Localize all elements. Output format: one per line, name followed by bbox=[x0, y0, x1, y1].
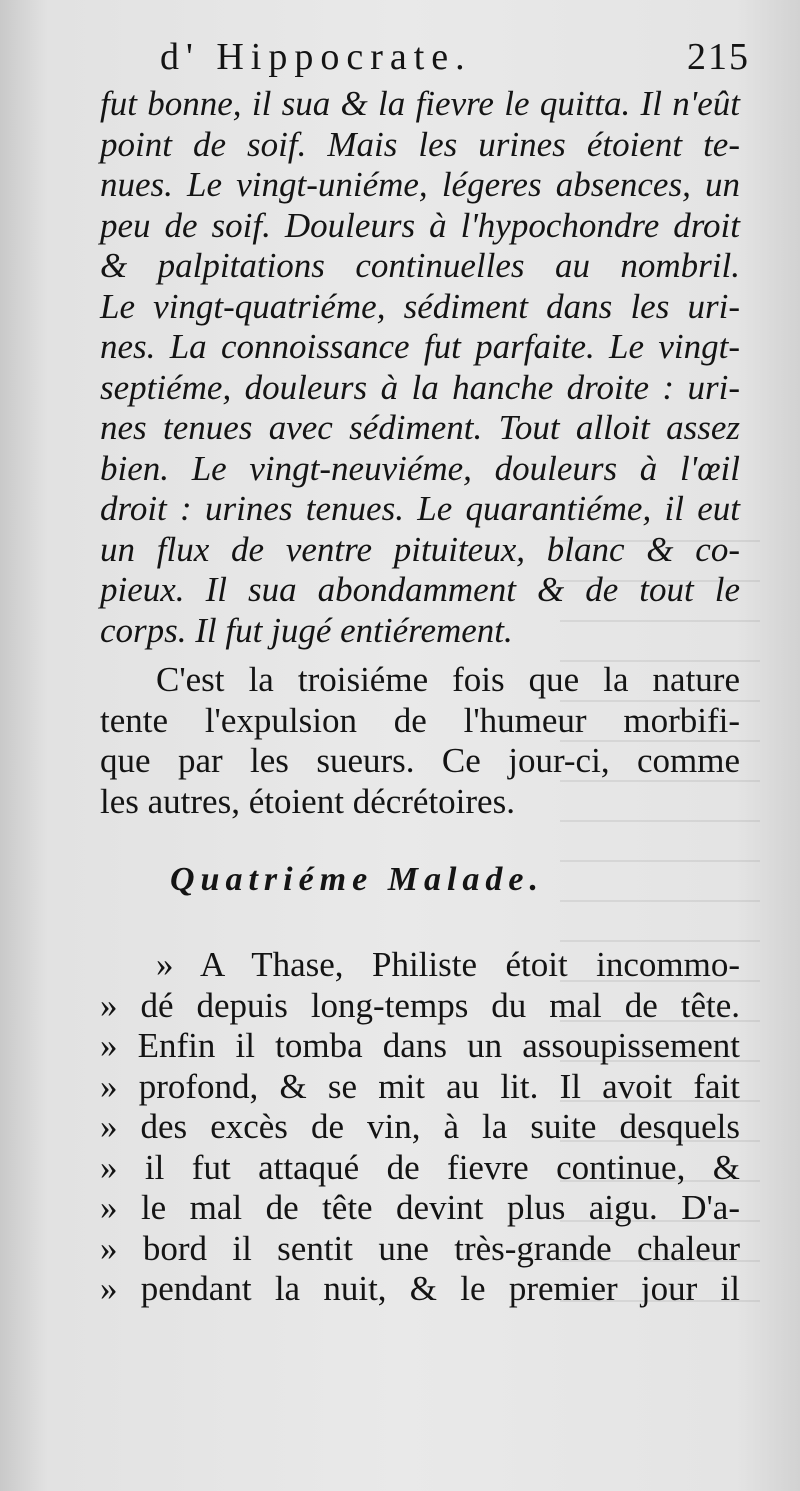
text-line: tente l'expulsion de l'humeur morbifi- bbox=[100, 700, 740, 740]
section-heading: Quatriéme Malade. bbox=[170, 861, 544, 898]
text-line: » A Thase, Philiste étoit incommo- bbox=[156, 945, 740, 984]
running-head-title: d' Hippocrate. bbox=[160, 36, 472, 78]
text-line: nes tenues avec sédiment. Tout alloit assez bbox=[100, 408, 740, 447]
text-line: » dé depuis long-temps du mal de tête. bbox=[100, 985, 740, 1025]
text-line: nes. La connoissance fut parfaite. Le vingt- bbox=[100, 327, 740, 366]
text-line: » pendant la nuit, & le premier jour il bbox=[100, 1269, 740, 1308]
text-line: » profond, & se mit au lit. Il avoit fait bbox=[100, 1066, 740, 1106]
case-text bbox=[100, 84, 740, 651]
text-line: nues. Le vingt-uniéme, légeres absences, un bbox=[100, 165, 740, 204]
text-line: les autres, étoient décrétoires. bbox=[100, 781, 515, 821]
text-line: » des excès de vin, à la suite desquels bbox=[100, 1107, 740, 1146]
text-line: point de soif. Mais les urines étoient te- bbox=[100, 124, 740, 164]
text-line: corps. Il fut jugé entiérement. bbox=[100, 610, 513, 650]
text-line: Le vingt-quatriéme, sédiment dans les uri- bbox=[100, 286, 740, 326]
text-line: fut bonne, il sua & la fievre le quitta. Il n'eût bbox=[100, 84, 740, 123]
quotation-block bbox=[100, 945, 740, 1310]
text-line: » Enfin il tomba dans un assoupissement bbox=[100, 1026, 740, 1065]
text-line: septiéme, douleurs à la hanche droite : uri- bbox=[100, 367, 740, 407]
running-head bbox=[160, 32, 750, 82]
text-line: bien. Le vingt-neuviéme, douleurs à l'œil bbox=[100, 448, 740, 488]
text-line: que par les sueurs. Ce jour-ci, comme bbox=[100, 741, 740, 780]
page-number: 215 bbox=[687, 36, 750, 78]
text-line: » bord il sentit une très-grande chaleur bbox=[100, 1228, 740, 1268]
text-line: un flux de ventre pituiteux, blanc & co- bbox=[100, 529, 740, 569]
text-line: & palpitations continuelles au nombril. bbox=[100, 246, 740, 285]
text-line: pieux. Il sua abondamment & de tout le bbox=[100, 570, 740, 609]
text-line: » le mal de tête devint plus aigu. D'a- bbox=[100, 1188, 740, 1227]
text-line: droit : urines tenues. Le quarantiéme, il eut bbox=[100, 489, 740, 528]
text-line: » il fut attaqué de fievre continue, & bbox=[100, 1147, 740, 1187]
text-line: peu de soif. Douleurs à l'hypochondre droit bbox=[100, 205, 740, 245]
commentary-paragraph bbox=[100, 660, 740, 822]
text-line: C'est la troisiéme fois que la nature bbox=[156, 660, 740, 699]
